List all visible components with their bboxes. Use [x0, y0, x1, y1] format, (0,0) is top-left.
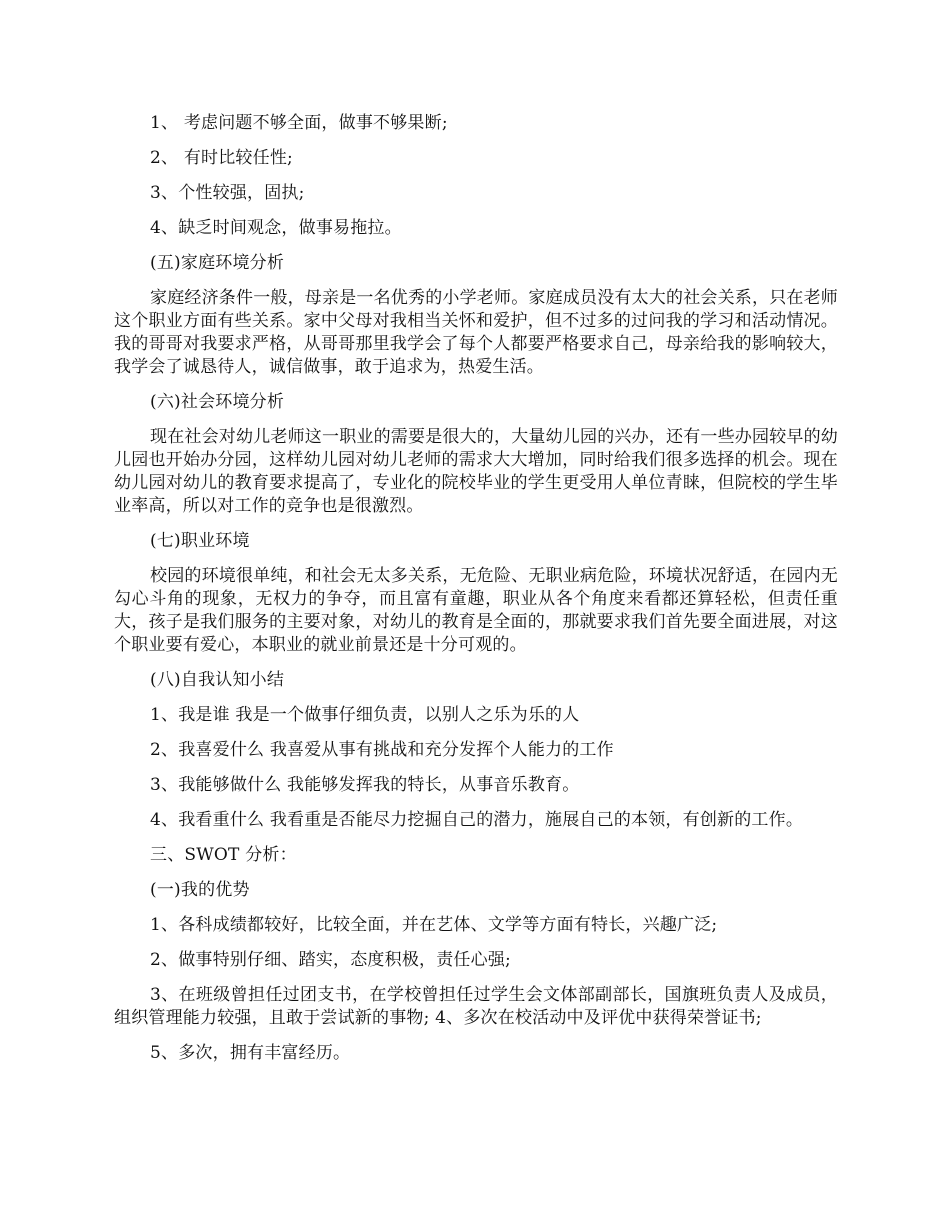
section-heading-swot: 三、SWOT 分析： — [150, 845, 297, 865]
list-item-self-2: 2、我喜爱什么 我喜爱从事有挑战和充分发挥个人能力的工作 — [150, 740, 614, 760]
list-item-weakness-1: 1、 考虑问题不够全面，做事不够果断; — [150, 113, 448, 133]
section-heading-strengths: (一)我的优势 — [150, 880, 250, 900]
section-heading-career: (七)职业环境 — [150, 531, 250, 551]
list-item-strength-5: 5、多次，拥有丰富经历。 — [150, 1043, 351, 1063]
list-item-self-4: 4、我看重什么 我看重是否能尽力挖掘自己的潜力，施展自己的本领，有创新的工作。 — [150, 810, 804, 830]
paragraph-family: 家庭经济条件一般，母亲是一名优秀的小学老师。家庭成员没有太大的社会关系，只在老师这个职业方面有些关系。家中父母对我相当关怀和爱护，但不过多的过问我的学习和活动情况。我的哥哥对我要求严格，从哥哥那里我学会了每个人都要严格要求自己，母亲给我的影响较大，我学会了诚恳待人，诚信做事，敢于追求为，热爱生活。 — [114, 288, 838, 377]
section-heading-self-summary: (八)自我认知小结 — [150, 670, 285, 690]
list-item-weakness-4: 4、缺乏时间观念，做事易拖拉。 — [150, 218, 402, 238]
list-item-strength-1: 1、各科成绩都较好，比较全面，并在艺体、文学等方面有特长，兴趣广泛; — [150, 915, 718, 935]
list-item-self-1: 1、我是谁 我是一个做事仔细负责，以别人之乐为乐的人 — [150, 705, 580, 725]
list-item-strength-2: 2、做事特别仔细、踏实，态度积极，责任心强; — [150, 950, 511, 970]
section-heading-family: (五)家庭环境分析 — [150, 253, 285, 273]
list-item-strength-3: 3、在班级曾担任过团支书，在学校曾担任过学生会文体部副部长，国旗班负责人及成员，组织管理能力较强，且敢于尝试新的事物; 4、多次在校活动中及评优中获得荣誉证书; — [114, 985, 838, 1028]
paragraph-society: 现在社会对幼儿老师这一职业的需要是很大的，大量幼儿园的兴办，还有一些办园较早的幼儿园也开始办分园，这样幼儿园对幼儿老师的需求大大增加，同时给我们很多选择的机会。现在幼儿园对幼儿的教育要求提高了，专业化的院校毕业的学生更受用人单位青睐，但院校的学生毕业率高，所以对工作的竞争也是很激烈。 — [114, 427, 838, 516]
list-item-self-3: 3、我能够做什么 我能够发挥我的特长，从事音乐教育。 — [150, 775, 580, 795]
list-item-weakness-2: 2、 有时比较任性; — [150, 148, 293, 168]
section-heading-society: (六)社会环境分析 — [150, 392, 285, 412]
document-body — [114, 112, 838, 1077]
paragraph-career: 校园的环境很单纯，和社会无太多关系，无危险、无职业病危险，环境状况舒适，在园内无勾心斗角的现象，无权力的争夺，而且富有童趣，职业从各个角度来看都还算轻松，但责任重大，孩子是我们服务的主要对象，对幼儿的教育是全面的，那就要求我们首先要全面进展，对这个职业要有爱心，本职业的就业前景还是十分可观的。 — [114, 566, 838, 655]
list-item-weakness-3: 3、个性较强，固执; — [150, 183, 305, 203]
